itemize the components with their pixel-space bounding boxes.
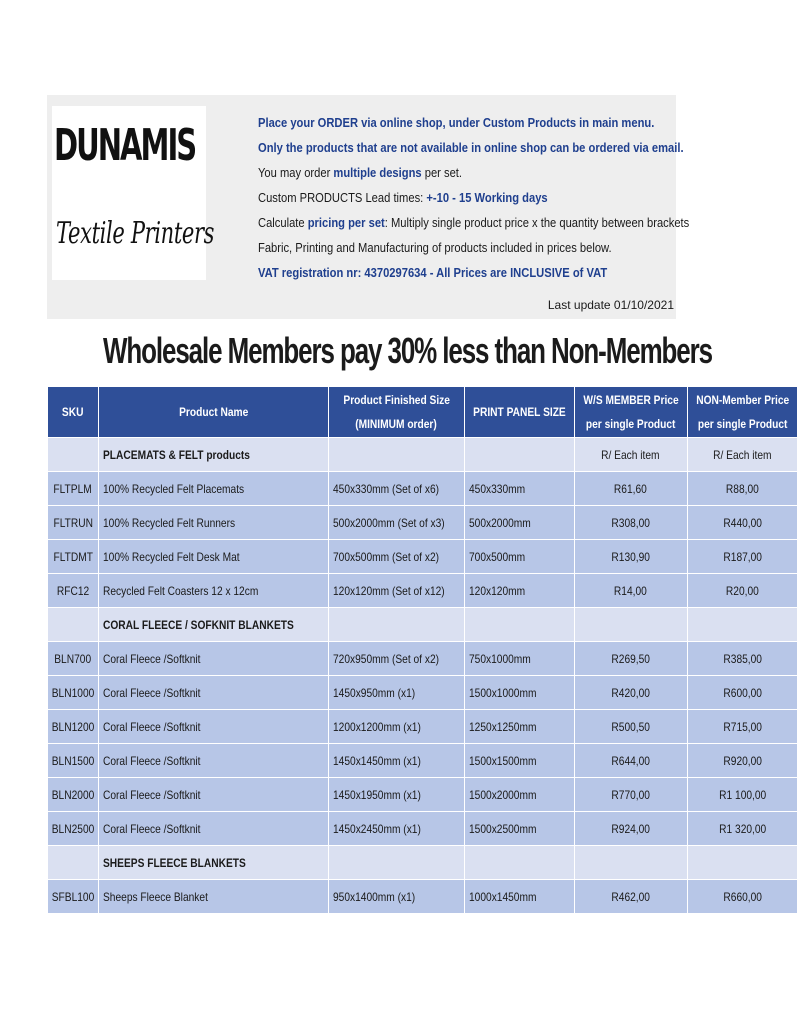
info-line-pricing (258, 210, 689, 235)
info-line-vat: VAT registration nr: 4370297634 - All Prices are INCLUSIVE of VAT (258, 265, 608, 280)
info-text: : Multiply single product price x the quantity between brackets (384, 215, 690, 230)
sku-cell: SFBL100 (51, 889, 95, 904)
ws-price-cell: R500,50 (611, 719, 651, 734)
table-row (48, 812, 798, 846)
name-cell: Coral Fleece /Softknit (103, 685, 201, 700)
table-row (48, 472, 798, 506)
panel-cell: 1000x1450mm (468, 889, 537, 904)
size-cell: 950x1400mm (x1) (332, 889, 415, 904)
table-row (48, 710, 798, 744)
order-info (258, 110, 759, 285)
dunamis-logo (52, 106, 215, 280)
size-cell: 700x500mm (Set of x2) (332, 549, 439, 564)
header-print-panel: PRINT PANEL SIZE (464, 387, 574, 438)
header-finished-size: Product Finished Size (MINIMUM order) (328, 387, 464, 438)
name-cell: 100% Recycled Felt Runners (103, 515, 236, 530)
panel-cell: 120x120mm (468, 583, 526, 598)
name-cell: Coral Fleece /Softknit (103, 651, 201, 666)
sku-cell: BLN2000 (51, 787, 95, 802)
size-cell: 500x2000mm (Set of x3) (332, 515, 445, 530)
sku-cell: BLN1000 (51, 685, 95, 700)
info-line-designs (258, 160, 689, 185)
logo-wordmark: DUNAMIS (54, 120, 196, 171)
sku-cell: BLN2500 (51, 821, 95, 836)
sku-cell: BLN1200 (51, 719, 95, 734)
logo-subtitle: Textile Printers (56, 216, 215, 251)
section-label: PLACEMATS & FELT products (103, 447, 251, 462)
ws-price-cell: R770,00 (611, 787, 651, 802)
ws-price-cell: R269,50 (611, 651, 651, 666)
panel-cell: 1500x2500mm (468, 821, 537, 836)
ws-price-cell: R462,00 (611, 889, 651, 904)
table-row (48, 540, 798, 574)
section-label: SHEEPS FLEECE BLANKETS (103, 855, 246, 870)
section-row-sheeps-fleece (48, 846, 798, 880)
name-cell: Recycled Felt Coasters 12 x 12cm (103, 583, 259, 598)
name-cell: Coral Fleece /Softknit (103, 787, 201, 802)
header-ws-price: W/S MEMBER Price per single Product (574, 387, 687, 438)
sku-cell: BLN1500 (51, 753, 95, 768)
sku-cell: RFC12 (56, 583, 90, 598)
panel-cell: 1500x1000mm (468, 685, 537, 700)
table-row (48, 642, 798, 676)
table-row (48, 744, 798, 778)
size-cell: 1450x950mm (x1) (332, 685, 415, 700)
non-price-cell: R920,00 (723, 753, 762, 768)
info-text: Custom PRODUCTS Lead times: (258, 190, 427, 205)
info-line-order: Place your ORDER via online shop, under Custom Products in main menu. (258, 115, 655, 130)
table-row (48, 676, 798, 710)
ws-price-cell: R130,90 (611, 549, 651, 564)
non-price-cell: R440,00 (723, 515, 762, 530)
ws-price-cell: R924,00 (611, 821, 651, 836)
non-price-cell: R660,00 (723, 889, 762, 904)
non-price-cell: R1 100,00 (718, 787, 767, 802)
size-cell: 1450x2450mm (x1) (332, 821, 421, 836)
ws-price-cell: R644,00 (611, 753, 651, 768)
name-cell: Coral Fleece /Softknit (103, 753, 201, 768)
size-cell: 1450x1950mm (x1) (332, 787, 421, 802)
info-text: You may order (258, 165, 334, 180)
section-label: CORAL FLEECE / SOFKNIT BLANKETS (103, 617, 294, 632)
section-row-coral-fleece (48, 608, 798, 642)
ws-price-cell: R420,00 (611, 685, 651, 700)
size-cell: 1200x1200mm (x1) (332, 719, 421, 734)
panel-cell: 1500x2000mm (468, 787, 537, 802)
table-row (48, 778, 798, 812)
ws-price-cell: R61,60 (614, 481, 648, 496)
last-update: Last update 01/10/2021 (547, 298, 674, 312)
table-header-row (48, 387, 798, 438)
non-price-cell: R715,00 (723, 719, 762, 734)
panel-cell: 1250x1250mm (468, 719, 537, 734)
size-cell: 1450x1450mm (x1) (332, 753, 421, 768)
name-cell: Coral Fleece /Softknit (103, 719, 201, 734)
info-line-email: Only the products that are not available in online shop can be ordered via email. (258, 140, 684, 155)
sku-cell: BLN700 (54, 651, 92, 666)
sku-cell: FLTDMT (53, 549, 93, 564)
size-cell: 450x330mm (Set of x6) (332, 481, 439, 496)
non-price-cell: R385,00 (723, 651, 762, 666)
non-price-cell: R88,00 (726, 481, 759, 496)
table-row (48, 880, 798, 914)
panel-cell: 500x2000mm (468, 515, 531, 530)
panel-cell: 1500x1500mm (468, 753, 537, 768)
info-text: Calculate (258, 215, 308, 230)
panel-cell: 750x1000mm (468, 651, 531, 666)
panel-cell: 700x500mm (468, 549, 526, 564)
ws-price-cell: R308,00 (611, 515, 651, 530)
name-cell: 100% Recycled Felt Desk Mat (103, 549, 240, 564)
info-highlight: +-10 - 15 Working days (426, 190, 548, 205)
section-unit: R/ Each item (713, 447, 772, 462)
size-cell: 720x950mm (Set of x2) (332, 651, 439, 666)
name-cell: 100% Recycled Felt Placemats (103, 481, 245, 496)
size-cell: 120x120mm (Set of x12) (332, 583, 445, 598)
table-row (48, 574, 798, 608)
header-sku: SKU (48, 387, 99, 438)
non-price-cell: R187,00 (723, 549, 762, 564)
price-table (47, 386, 798, 914)
table-row (48, 506, 798, 540)
name-cell: Coral Fleece /Softknit (103, 821, 201, 836)
page-title: Wholesale Members pay 30% less than Non-Members (103, 330, 712, 371)
ws-price-cell: R14,00 (614, 583, 648, 598)
non-price-cell: R600,00 (723, 685, 762, 700)
info-highlight: multiple designs (333, 165, 422, 180)
section-row-placemats (48, 438, 798, 472)
sku-cell: FLTPLM (53, 481, 93, 496)
non-price-cell: R20,00 (726, 583, 759, 598)
sku-cell: FLTRUN (53, 515, 93, 530)
header-product-name: Product Name (99, 387, 328, 438)
info-text: per set. (421, 165, 463, 180)
name-cell: Sheeps Fleece Blanket (103, 889, 208, 904)
panel-cell: 450x330mm (468, 481, 526, 496)
info-highlight: pricing per set (307, 215, 385, 230)
info-line-included: Fabric, Printing and Manufacturing of products included in prices below. (258, 240, 612, 255)
non-price-cell: R1 320,00 (718, 821, 767, 836)
section-unit: R/ Each item (601, 447, 661, 462)
info-line-lead-times (258, 185, 689, 210)
header-non-member-price: NON-Member Price per single Product (687, 387, 797, 438)
